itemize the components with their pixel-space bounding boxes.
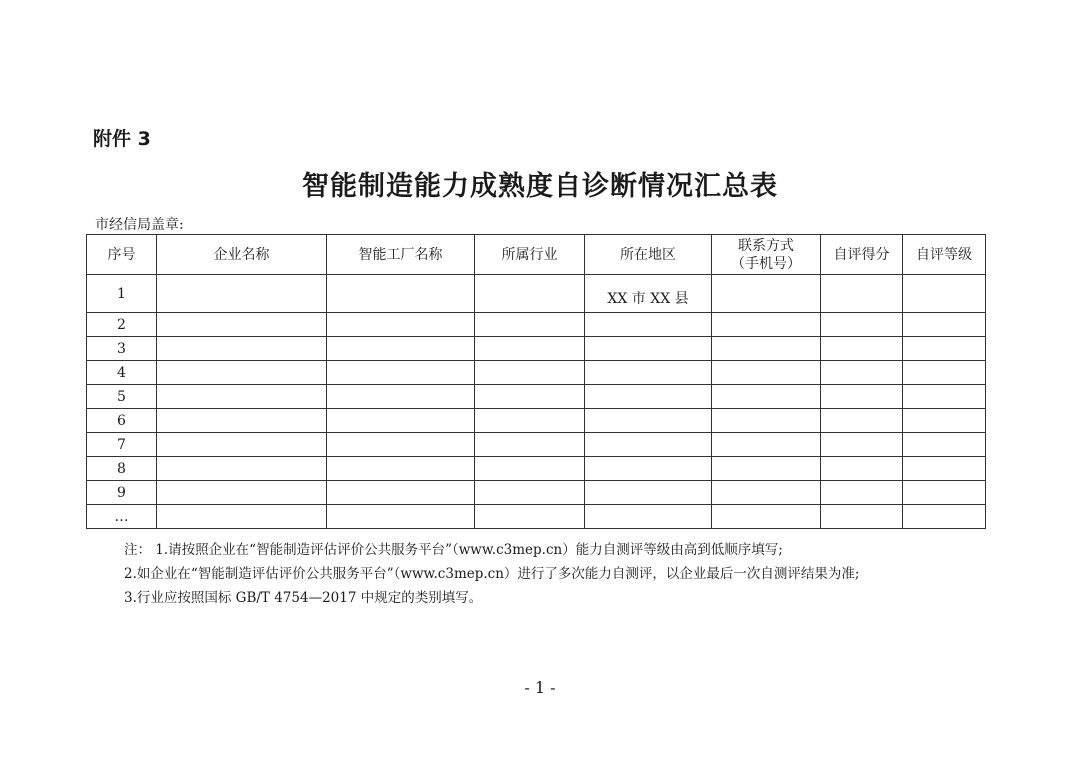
cell-empty <box>821 481 903 505</box>
header-contact <box>712 235 821 275</box>
attachment-label: 附件 3 <box>93 128 151 150</box>
cell-empty <box>712 275 821 313</box>
header-region: 所在地区 <box>585 235 712 275</box>
cell-empty <box>157 361 327 385</box>
cell-empty <box>821 409 903 433</box>
cell-empty <box>327 385 475 409</box>
cell-empty <box>157 481 327 505</box>
cell-empty <box>821 433 903 457</box>
cell-region <box>585 385 712 409</box>
cell-region <box>585 313 712 337</box>
cell-empty <box>903 457 986 481</box>
table-row <box>87 433 986 457</box>
cell-empty <box>821 361 903 385</box>
cell-empty <box>327 505 475 529</box>
cell-empty <box>712 385 821 409</box>
note-3: 3.行业应按照国标 GB/T 4754—2017 中规定的类别填写。 <box>124 590 483 606</box>
cell-serial: 3 <box>87 337 157 361</box>
table-row <box>87 409 986 433</box>
table-row <box>87 481 986 505</box>
header-contact-line2: （手机号） <box>731 255 801 272</box>
cell-empty <box>821 505 903 529</box>
cell-empty <box>327 433 475 457</box>
cell-region <box>585 481 712 505</box>
table-header-row <box>87 235 986 275</box>
cell-empty <box>475 409 585 433</box>
cell-empty <box>712 409 821 433</box>
cell-empty <box>712 361 821 385</box>
cell-empty <box>327 409 475 433</box>
cell-serial: 1 <box>87 275 157 313</box>
table-row <box>87 361 986 385</box>
cell-empty <box>821 385 903 409</box>
cell-empty <box>903 361 986 385</box>
cell-empty <box>821 313 903 337</box>
note-2: 2.如企业在“智能制造评估评价公共服务平台”（www.c3mep.cn）进行了多次能力自测评，以企业最后一次自测评结果为准; <box>124 566 860 582</box>
cell-serial: 8 <box>87 457 157 481</box>
cell-serial: 7 <box>87 433 157 457</box>
cell-empty <box>157 313 327 337</box>
header-company-name: 企业名称 <box>157 235 327 275</box>
table-row <box>87 337 986 361</box>
cell-empty <box>475 337 585 361</box>
cell-serial: 9 <box>87 481 157 505</box>
table-row <box>87 505 986 529</box>
cell-empty <box>327 275 475 313</box>
table-row <box>87 313 986 337</box>
header-contact-line1: 联系方式 <box>738 237 794 254</box>
cell-empty <box>903 337 986 361</box>
cell-region <box>585 337 712 361</box>
cell-empty <box>475 457 585 481</box>
table-row <box>87 385 986 409</box>
cell-region: XX 市 XX 县 <box>585 275 712 313</box>
cell-empty <box>327 313 475 337</box>
cell-empty <box>157 337 327 361</box>
cell-empty <box>327 481 475 505</box>
cell-empty <box>903 385 986 409</box>
header-industry: 所属行业 <box>475 235 585 275</box>
cell-empty <box>475 481 585 505</box>
cell-serial: 2 <box>87 313 157 337</box>
cell-empty <box>327 457 475 481</box>
cell-empty <box>712 337 821 361</box>
cell-empty <box>712 313 821 337</box>
cell-empty <box>475 433 585 457</box>
cell-empty <box>157 409 327 433</box>
cell-region <box>585 409 712 433</box>
cell-empty <box>712 433 821 457</box>
cell-region <box>585 433 712 457</box>
cell-empty <box>475 313 585 337</box>
cell-region <box>585 505 712 529</box>
cell-empty <box>903 505 986 529</box>
cell-empty <box>475 385 585 409</box>
cell-empty <box>903 433 986 457</box>
header-factory-name: 智能工厂名称 <box>327 235 475 275</box>
header-self-grade: 自评等级 <box>903 235 986 275</box>
cell-empty <box>157 385 327 409</box>
cell-region <box>585 457 712 481</box>
cell-empty <box>712 505 821 529</box>
table-row <box>87 457 986 481</box>
cell-empty <box>475 361 585 385</box>
cell-empty <box>821 457 903 481</box>
stamp-label: 市经信局盖章: <box>95 217 184 233</box>
cell-serial: 4 <box>87 361 157 385</box>
header-serial: 序号 <box>87 235 157 275</box>
cell-empty <box>712 481 821 505</box>
cell-empty <box>903 313 986 337</box>
note-1: 注： 1.请按照企业在“智能制造评估评价公共服务平台”（www.c3mep.cn）能力自测评等级由高到低顺序填写; <box>124 542 783 558</box>
cell-empty <box>903 481 986 505</box>
cell-empty <box>712 457 821 481</box>
cell-empty <box>821 275 903 313</box>
cell-empty <box>475 275 585 313</box>
cell-empty <box>903 275 986 313</box>
page-number: - 1 - <box>524 678 556 697</box>
cell-empty <box>821 337 903 361</box>
notes <box>124 538 859 610</box>
cell-empty <box>475 505 585 529</box>
page-title: 智能制造能力成熟度自诊断情况汇总表 <box>302 171 778 202</box>
header-self-score: 自评得分 <box>821 235 903 275</box>
cell-serial: 5 <box>87 385 157 409</box>
cell-empty <box>157 457 327 481</box>
cell-serial: … <box>87 505 157 529</box>
cell-region <box>585 361 712 385</box>
table-row <box>87 275 986 313</box>
cell-empty <box>903 409 986 433</box>
cell-empty <box>327 337 475 361</box>
cell-serial: 6 <box>87 409 157 433</box>
cell-empty <box>157 505 327 529</box>
cell-empty <box>327 361 475 385</box>
cell-empty <box>157 433 327 457</box>
summary-table <box>86 234 986 529</box>
cell-empty <box>157 275 327 313</box>
